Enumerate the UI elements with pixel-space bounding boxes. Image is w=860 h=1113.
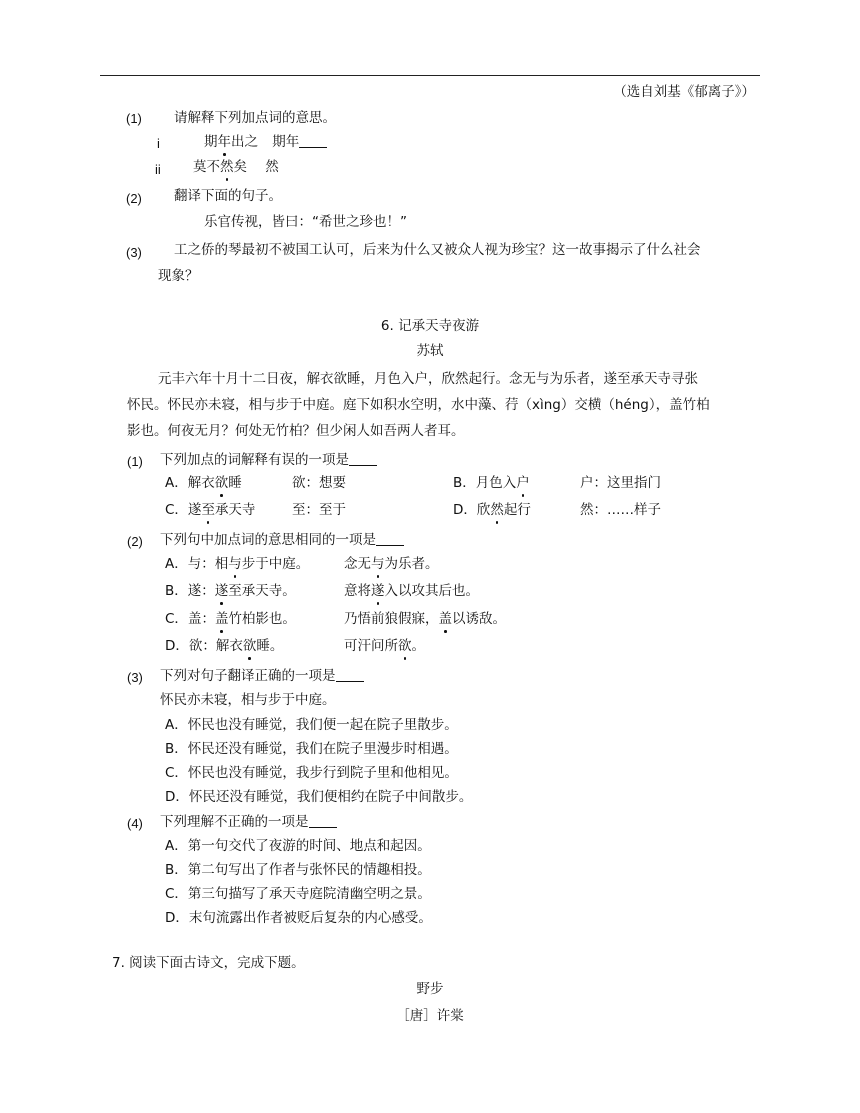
- q5-1-i-word-pre: 期: [204, 134, 218, 150]
- q6-2-answer-blank[interactable]: [376, 533, 404, 546]
- q6-2-b-post: 至承天寺。: [228, 583, 296, 599]
- q6-2-option-a[interactable]: [165, 558, 309, 572]
- q6-3-number: (3): [127, 670, 143, 685]
- q6-3-answer-blank[interactable]: [336, 669, 364, 682]
- q6-2-b-label: B．: [165, 583, 188, 599]
- q6-1-option-d[interactable]: [453, 504, 531, 518]
- q7-intro: 7. 阅读下面古诗文，完成下题。: [112, 955, 305, 971]
- q6-2-option-c-compare: [344, 613, 506, 627]
- q6-4-answer-blank[interactable]: [309, 815, 337, 828]
- q6-passage-line-1: 元丰六年十月十二日夜，解衣欲睡，月色入户，欣然起行。念无与为乐者，遂至承天寺寻张: [158, 371, 698, 387]
- q6-1-option-d-gloss: 然：……样子: [580, 502, 661, 518]
- q6-2-a-pre: ：相: [201, 556, 229, 572]
- q6-author: 苏轼: [416, 343, 444, 359]
- q6-title: 6. 记承天寺夜游: [380, 318, 480, 334]
- q5-1-i-number: i: [157, 136, 160, 151]
- q6-2-c-word: 盖: [187, 611, 202, 627]
- q6-1-option-b[interactable]: [453, 477, 530, 491]
- q6-2-d-cmp-post: 。: [411, 638, 425, 654]
- q6-2-d-pre: ：解衣: [202, 638, 243, 654]
- q6-1-a-dotted: 欲: [214, 475, 229, 491]
- q6-2-b-cmp-post: 入以攻其后也。: [384, 583, 479, 599]
- q6-2-stem: [160, 533, 404, 548]
- q6-4-option-b[interactable]: B．第二句写出了作者与张怀民的情趣相投。: [165, 862, 431, 878]
- q6-2-d-post: 睡。: [256, 638, 284, 654]
- q6-2-c-post: 竹柏影也。: [228, 611, 296, 627]
- q6-1-d-pre: D．欣: [453, 502, 491, 518]
- q6-4-option-d[interactable]: D．末句流露出作者被贬后复杂的内心感受。: [165, 910, 432, 926]
- q5-1-ii-number: ii: [155, 162, 161, 177]
- q6-2-a-word: 与: [187, 556, 202, 572]
- q6-2-c-cmp-post: 以诱敌。: [452, 611, 506, 627]
- q6-2-c-label: C．: [165, 611, 188, 627]
- q6-2-a-cmp-pre: 念无: [344, 556, 371, 572]
- q6-1-d-dotted: 然: [490, 502, 504, 518]
- q6-2-d-cmp-pre: 可汗问所: [344, 638, 398, 654]
- q6-4-stem: [160, 815, 337, 830]
- q6-1-option-a[interactable]: [165, 477, 242, 491]
- q6-2-a-dotted-1: 与: [228, 556, 242, 572]
- q6-2-d-dotted-1: 欲: [242, 638, 257, 654]
- q6-4-number: (4): [127, 816, 143, 831]
- q5-3-number: (3): [126, 245, 142, 260]
- q5-1-ii-word-pre: 莫不: [193, 159, 220, 175]
- q6-1-c-pre: C．遂: [165, 502, 202, 518]
- q6-2-option-b[interactable]: [165, 585, 296, 599]
- q6-3-option-d[interactable]: D．怀民还没有睡觉，我们便相约在院子中间散步。: [165, 789, 473, 805]
- source-citation: （选自刘基《郁离子》）: [613, 84, 755, 100]
- q6-2-b-pre: ：: [201, 583, 215, 599]
- q6-2-option-b-compare: [344, 585, 479, 599]
- q6-4-option-a[interactable]: A．第一句交代了夜游的时间、地点和起因。: [165, 838, 431, 854]
- q6-2-d-word: 欲: [188, 638, 203, 654]
- q5-1-i-line: [204, 135, 327, 150]
- q6-1-option-b-gloss: 户：这里指门: [580, 475, 661, 491]
- q6-2-a-dotted-2: 与: [371, 556, 385, 572]
- q5-1-ii-word-post: 矣: [233, 159, 247, 175]
- q6-1-number: (1): [127, 454, 143, 469]
- q6-1-b-pre: B．月色入: [453, 475, 517, 491]
- q5-1-number: (1): [126, 111, 142, 126]
- q6-1-a-pre: A．解衣: [165, 475, 215, 491]
- q6-2-text: 下列句中加点词的意思相同的一项是: [160, 532, 376, 548]
- q6-2-a-cmp-post: 为乐者。: [384, 556, 439, 572]
- q5-1-i-word-post: 出之: [231, 134, 258, 150]
- q6-passage-line-2: 怀民。怀民亦未寝，相与步于中庭。庭下如积水空明，水中藻、荇（xìng）交横（héng），盖竹柏: [127, 397, 710, 413]
- q6-3-option-a[interactable]: A．怀民也没有睡觉，我们便一起在院子里散步。: [165, 717, 458, 733]
- q6-3-text: 下列对句子翻译正确的一项是: [160, 668, 336, 684]
- q6-2-c-pre: ：: [201, 611, 215, 627]
- q6-2-option-d-compare: [344, 640, 425, 654]
- q6-1-option-a-gloss: 欲：想要: [292, 475, 346, 491]
- q5-3-line2: 现象？: [158, 268, 199, 284]
- q6-2-option-a-compare: [344, 558, 439, 572]
- q6-2-option-c[interactable]: [165, 613, 296, 627]
- q5-1-ii-dotted-char: 然: [220, 159, 234, 175]
- q6-2-b-dotted-2: 遂: [371, 583, 385, 599]
- q6-1-c-post: 承天寺: [214, 502, 256, 518]
- q6-1-d-post: 起行: [503, 502, 531, 518]
- q5-1-i-term: 期年: [272, 134, 300, 150]
- q5-2-sentence: 乐官传视，皆曰：“希世之珍也！”: [204, 214, 407, 230]
- q6-2-b-cmp-pre: 意将: [344, 583, 371, 599]
- q6-1-a-post: 睡: [228, 475, 242, 491]
- q6-1-stem: [160, 453, 377, 468]
- q5-2-number: (2): [126, 191, 142, 206]
- q5-3-line1: 工之侨的琴最初不被国工认可，后来为什么又被众人视为珍宝？这一故事揭示了什么社会: [174, 242, 701, 258]
- q6-1-option-c-gloss: 至：至于: [292, 502, 346, 518]
- q6-2-number: (2): [127, 534, 143, 549]
- q5-1-i-answer-blank[interactable]: [299, 135, 327, 148]
- q6-1-b-dotted: 户: [516, 475, 530, 491]
- q6-3-stem: [160, 669, 364, 684]
- q5-1-i-dotted-char: 年: [217, 134, 231, 150]
- q6-2-a-label: A．: [165, 556, 188, 572]
- q6-1-c-dotted: 至: [201, 502, 215, 518]
- q6-2-d-label: D．: [165, 638, 189, 654]
- q6-2-b-word: 遂: [187, 583, 202, 599]
- top-rule: [100, 75, 760, 76]
- q6-2-b-dotted-1: 遂: [214, 583, 229, 599]
- q6-3-sentence: 怀民亦未寝，相与步于中庭。: [160, 692, 336, 708]
- q6-1-option-c[interactable]: [165, 504, 255, 518]
- q5-1-ii-line: [193, 161, 279, 175]
- q6-2-d-dotted-2: 欲: [398, 638, 412, 654]
- q6-1-answer-blank[interactable]: [349, 453, 377, 466]
- q6-3-option-b[interactable]: B．怀民还没有睡觉，我们在院子里漫步时相遇。: [165, 741, 458, 757]
- q6-3-option-c[interactable]: C．怀民也没有睡觉，我步行到院子里和他相见。: [165, 765, 458, 781]
- q5-2-text: 翻译下面的句子。: [174, 188, 282, 204]
- q6-2-c-dotted-1: 盖: [214, 611, 229, 627]
- q7-poem-title: 野步: [416, 981, 444, 997]
- q6-2-option-d[interactable]: [165, 640, 283, 654]
- q6-2-c-cmp-pre: 乃悟前狼假寐，: [344, 611, 439, 627]
- q6-1-text: 下列加点的词解释有误的一项是: [160, 452, 349, 468]
- q6-4-option-c[interactable]: C．第三句描写了承天寺庭院清幽空明之景。: [165, 886, 431, 902]
- q7-poem-author: ［唐］许棠: [396, 1008, 464, 1024]
- q5-1-ii-term: 然: [265, 159, 279, 175]
- q6-2-a-post: 步于中庭。: [241, 556, 310, 572]
- q6-4-text: 下列理解不正确的一项是: [160, 814, 309, 830]
- q5-1-text: 请解释下列加点词的意思。: [174, 110, 336, 126]
- q6-2-c-dotted-2: 盖: [438, 611, 452, 627]
- q6-passage-line-3: 影也。何夜无月？何处无竹柏？但少闲人如吾两人者耳。: [127, 423, 465, 439]
